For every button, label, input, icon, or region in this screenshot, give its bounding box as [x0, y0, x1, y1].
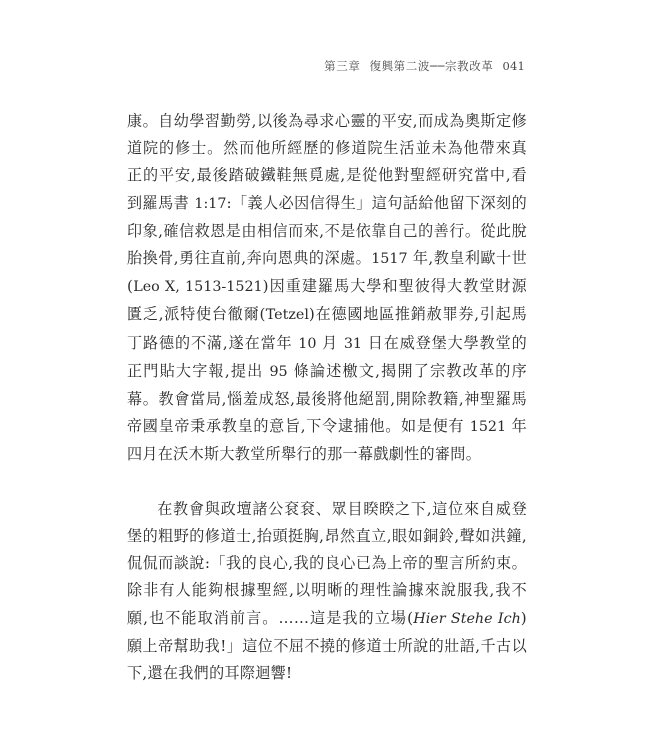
running-head [127, 58, 525, 74]
latin-run: 10 [298, 335, 317, 352]
latin-run: 95 [269, 363, 288, 380]
latin-run: 1:17 [194, 195, 227, 212]
body-paragraph: 康。自幼學習勤勞,以後為尋求心靈的平安,而成為奧斯定修道院的修士。然而他所經歷的修道院生活並未為他帶來真正的平安,最後踏破鐵鞋無覓處,是從他對聖經研究當中,看到羅馬書 1:17:「義人必因信得生」這句話給他留下深刻的印象,確信救恩是由相信而來,不是依靠自己的善行。從此脫胎換骨,勇往直前,奔向恩典的深處。1517 年,教皇利歐十世(Leo X, 1513-1521)因重建羅馬大學和聖彼得大教堂財源匱乏,派特使台徹爾(Tetzel)在德國地區推銷赦罪券,引起馬丁路德的不滿,遂在當年 10 月 31 日在威登堡大學教堂的正門貼大字報,提出 95 條論述檄文,揭開了宗教改革的序幕。教會當局,惱羞成怒,最後將他絕罰,開除教籍,神聖羅馬帝國皇帝秉承教皇的意旨,下令逮捕他。如是便有 1521 年四月在沃木斯大教堂所舉行的那一幕戲劇性的審問。 [127, 112, 528, 464]
page-folio-number: 041 [502, 59, 525, 73]
running-head-chapter: 第三章 [324, 59, 361, 73]
latin-run: 1521 [469, 419, 507, 436]
body-text-block [127, 108, 527, 687]
latin-italic-run: Hier Stehe Ich [413, 610, 521, 627]
latin-run: Tetzel [265, 307, 309, 324]
body-paragraph: 在教會與政壇諸公袞袞、眾目睽睽之下,這位來自威登堡的粗野的修道士,抬頭挺胸,昂然直立,眼如銅鈴,聲如洪鐘,侃侃而談說:「我的良心,我的良心已為上帝的聖言所約束。除非有人能夠根據聖經,以明晰的理性論據來說服我,我不願,也不能取消前言。……這是我的立場(Hier Stehe Ich)願上帝幫助我!」這位不屈不撓的修道士所說的壯語,千古以下,還在我們的耳際迴響! [127, 499, 527, 683]
latin-run: 1517 [371, 251, 408, 268]
running-head-title: 復興第二波──宗教改革 [369, 59, 494, 73]
latin-run: Leo X, 1513-1521 [133, 279, 263, 296]
latin-run: 31 [343, 335, 363, 352]
